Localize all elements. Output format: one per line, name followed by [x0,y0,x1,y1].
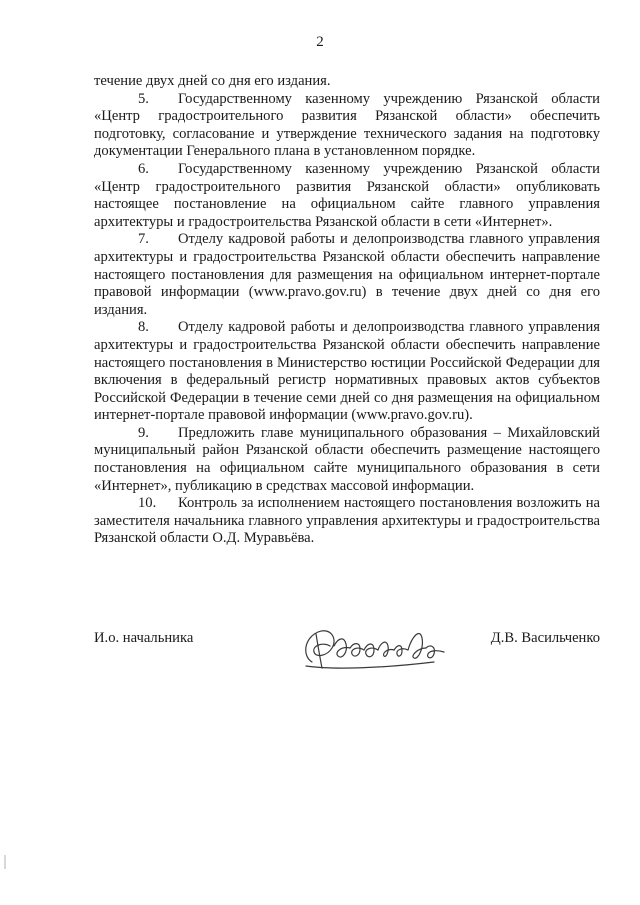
document-body [94,73,600,548]
paragraph-number: 6. [138,160,149,177]
paragraph-text: Отделу кадровой работы и делопроизводства главного управления архитектуры и градостроительства Рязанской области обеспечить направление настоящего постановления для размещения на официальном интернет-портале правовой информации (www.pravo.gov.ru) в течение двух дней со дня его издания. [94,231,600,318]
paragraph-10 [94,495,600,548]
page-number: 2 [316,34,324,50]
paragraph-text: Государственному казенному учреждению Рязанской области «Центр градостроительного развития Рязанской области» опубликовать настоящее постановление на официальном сайте главного управления архитектуры и градостроительства Рязанской области в сети «Интернет». [94,160,600,230]
handwritten-signature [294,616,464,676]
paragraph-continuation [94,73,600,91]
paragraph-text: Контроль за исполнением настоящего постановления возложить на заместителя начальника главного управления архитектуры и градостроительства Рязанской области О.Д. Муравьёва. [94,495,600,547]
paragraph-number: 9. [138,424,149,441]
paragraph-8 [94,319,600,425]
paragraph-number: 7. [138,231,149,248]
paragraph-9 [94,425,600,495]
paragraph-5 [94,91,600,161]
signature-block [94,616,600,676]
paragraph-text: Отделу кадровой работы и делопроизводства главного управления архитектуры и градостроительства Рязанской области обеспечить направление настоящего постановления в Министерство юстиции Российской Федерации для включения в федеральный регистр нормативных правовых актов субъектов Российской Федерации в течение семи дней со дня размещения на официальном интернет-портале правовой информации (www.pravo.gov.ru). [94,319,600,424]
signatory-position: И.о. начальника [94,630,194,646]
signatory-name: Д.В. Васильченко [490,630,600,646]
paragraph-text: Предложить главе муниципального образования – Михайловский муниципальный район Рязанской области обеспечить размещение настоящего постановления на официальном сайте муниципального образования в сети «Интернет», публикацию в средствах массовой информации. [94,424,600,494]
paragraph-6 [94,161,600,231]
paragraph-text: Государственному казенному учреждению Рязанской области «Центр градостроительного развития Рязанской области» обеспечить подготовку, согласование и утверждение технического задания на подготовку документации Генерального плана в установленном порядке. [94,90,600,160]
paragraph-text: течение двух дней со дня его издания. [94,73,331,89]
paragraph-number: 8. [138,319,149,336]
paragraph-number: 5. [138,90,149,107]
paragraph-7 [94,231,600,319]
scan-margin-mark [4,855,6,869]
paragraph-number: 10. [138,495,157,512]
